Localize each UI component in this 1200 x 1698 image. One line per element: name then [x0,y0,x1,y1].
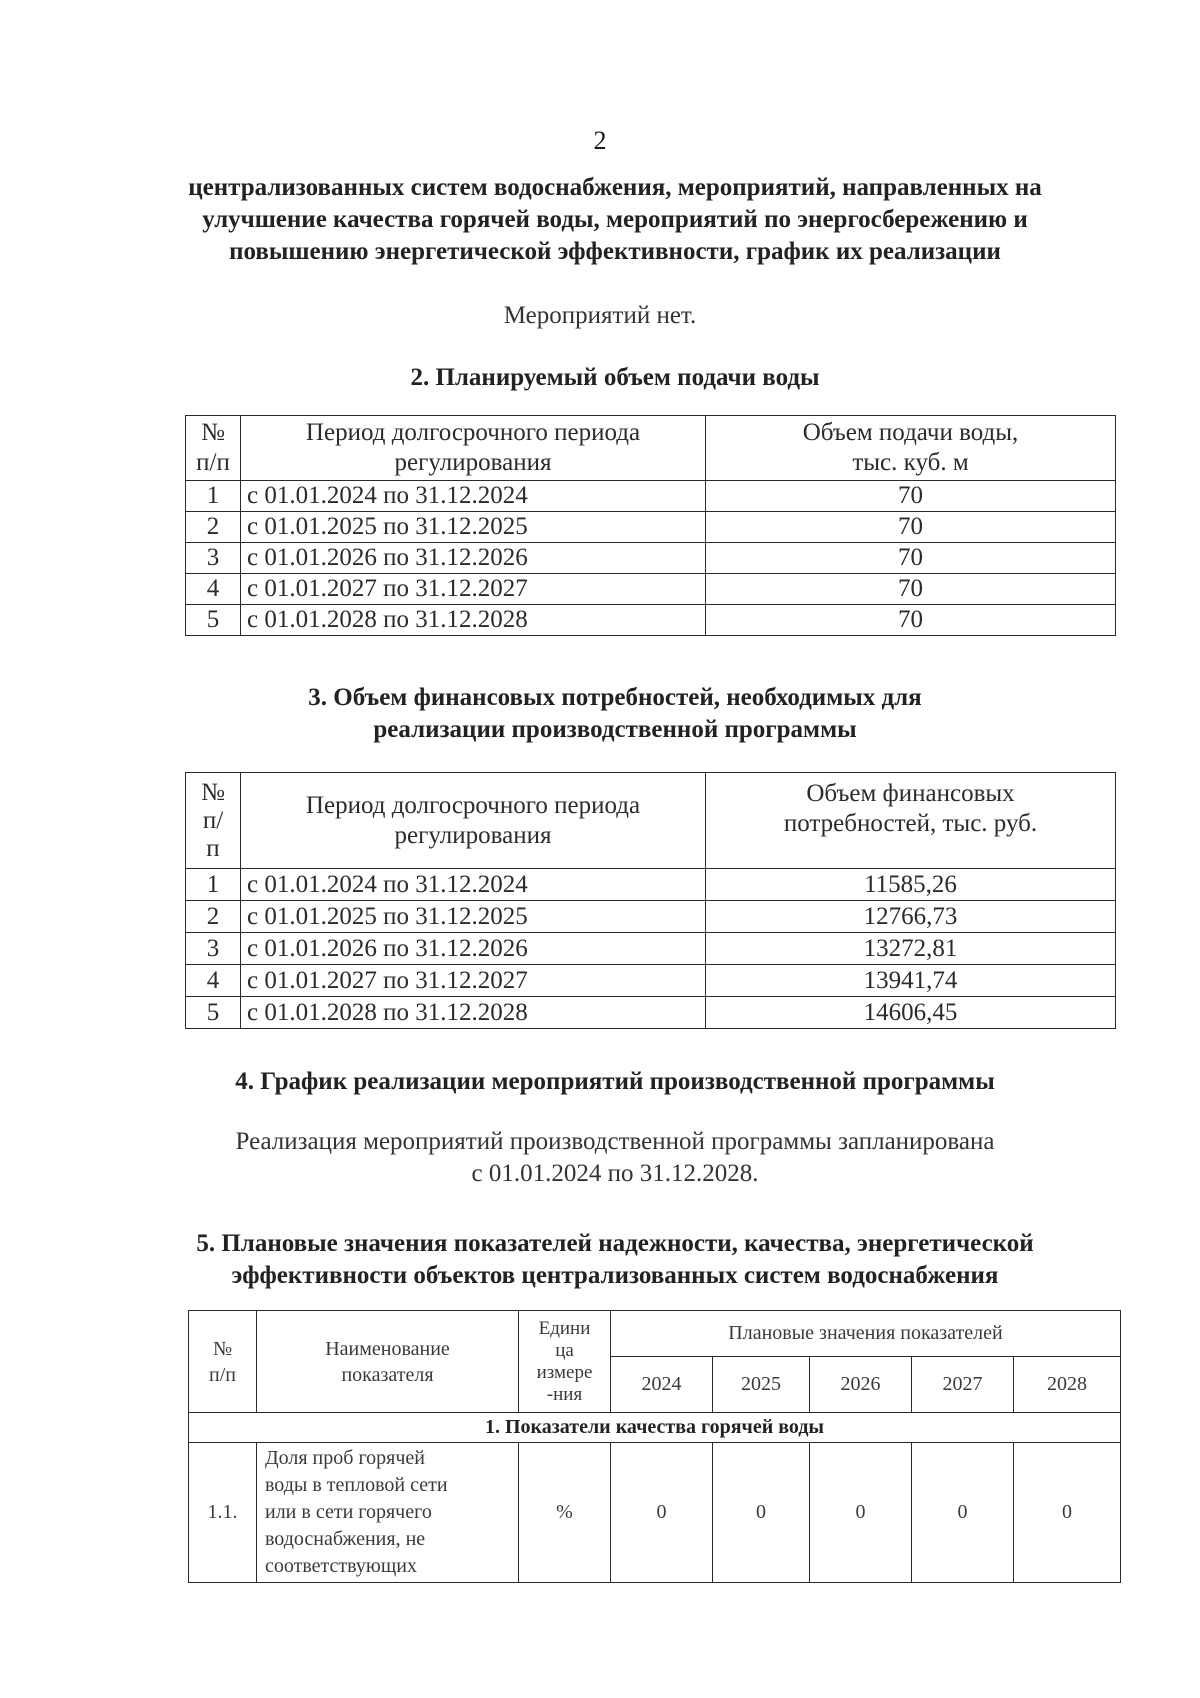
row-num: 1.1. [189,1443,257,1583]
row-num: 5 [186,605,241,636]
section3-title-line: 3. Объем финансовых потребностей, необходимых для [308,684,922,711]
row-value: 0 [611,1443,713,1583]
header-period-line: регулирования [394,449,552,476]
row-period: с 01.01.2028 по 31.12.2028 [241,605,706,636]
header-unit [519,1311,611,1413]
row-num: 4 [186,574,241,605]
row-value: 13941,74 [706,965,1116,997]
table-row [186,543,1116,574]
table-row [186,605,1116,636]
row-num: 4 [186,965,241,997]
row-num: 3 [186,933,241,965]
header-value [706,416,1116,481]
row-period: с 01.01.2027 по 31.12.2027 [241,965,706,997]
table-row [186,997,1116,1029]
header-num-line: № [201,419,225,446]
indicators-table [188,1310,1121,1583]
header-value [706,773,1116,869]
row-value: 0 [810,1443,912,1583]
header-value-line: Объем подачи воды, [802,419,1019,446]
header-num [189,1311,257,1413]
section4-text-line: Реализация мероприятий производственной программы запланирована [235,1128,995,1155]
row-period: с 01.01.2026 по 31.12.2026 [241,543,706,574]
section3-title [150,682,1080,746]
header-num [186,416,241,481]
section5-title-line: эффективности объектов централизованных систем водоснабжения [231,1262,999,1289]
table-header-row [186,416,1116,481]
header-num-line: п/ [202,806,224,834]
header-num-line: № [212,1337,233,1360]
row-unit: % [519,1443,611,1583]
row-period: с 01.01.2027 по 31.12.2027 [241,574,706,605]
header-num [186,773,241,869]
header-year: 2028 [1014,1357,1121,1413]
row-value: 13272,81 [706,933,1116,965]
subsection-title: 1. Показатели качества горячей воды [189,1413,1121,1443]
row-name-line: воды в тепловой сети [265,1474,448,1496]
row-name-line: или в сети горячего [265,1501,432,1523]
row-value: 11585,26 [706,869,1116,901]
section5-title [150,1228,1080,1292]
table-row [186,574,1116,605]
row-value: 0 [912,1443,1014,1583]
header-value-line: потребностей, тыс. руб. [783,810,1038,837]
header-period-line: Период долгосрочного периода [305,419,641,446]
header-num-line: п/п [209,1363,236,1386]
row-name-line: соответствующих [265,1555,417,1577]
row-value: 70 [706,512,1116,543]
section4-title: 4. График реализации мероприятий производственной программы [235,1068,995,1095]
financial-needs-table [185,772,1116,1029]
row-num: 3 [186,543,241,574]
row-num: 1 [186,481,241,512]
header-period-line: регулирования [394,821,552,849]
section3-title-line: реализации производственной программы [373,716,857,743]
row-period: с 01.01.2026 по 31.12.2026 [241,933,706,965]
row-name-line: Доля проб горячей [265,1447,425,1469]
intro-line: централизованных систем водоснабжения, мероприятий, направленных на [188,174,1042,201]
header-period [241,773,706,869]
table-row [186,933,1116,965]
header-period [241,416,706,481]
row-name-line: водоснабжения, не [265,1528,426,1550]
header-value-line: тыс. куб. м [852,449,969,476]
header-unit-line: измере [536,1361,593,1383]
row-value: 70 [706,574,1116,605]
row-value: 14606,45 [706,997,1116,1029]
row-period: с 01.01.2028 по 31.12.2028 [241,997,706,1029]
header-name [257,1311,519,1413]
header-num-line: п [206,834,220,862]
row-period: с 01.01.2025 по 31.12.2025 [241,901,706,933]
row-num: 1 [186,869,241,901]
header-name-line: показателя [341,1363,434,1386]
subsection-row [189,1413,1121,1443]
row-num: 2 [186,512,241,543]
header-name-line: Наименование [325,1337,450,1360]
row-value: 0 [713,1443,810,1583]
row-period: с 01.01.2024 по 31.12.2024 [241,869,706,901]
table-header-row [189,1311,1121,1357]
header-num-line: № [201,778,225,806]
header-period-line: Период долгосрочного периода [305,791,641,819]
intro-line: улучшение качества горячей воды, мероприятий по энергосбережению и [202,206,1028,233]
intro-heading [150,172,1080,268]
header-value-line: Объем финансовых [806,780,1015,807]
table-row [186,512,1116,543]
section4-text [150,1126,1080,1190]
header-unit-line: Едини [538,1317,591,1339]
table-row [186,869,1116,901]
intro-note: Мероприятий нет. [503,302,697,329]
section2-title: 2. Планируемый объем подачи воды [410,364,820,391]
row-value: 12766,73 [706,901,1116,933]
row-name [257,1443,519,1583]
row-num: 5 [186,997,241,1029]
page-number: 2 [593,126,607,155]
table-row [186,901,1116,933]
header-planned: Плановые значения показателей [611,1311,1121,1357]
row-period: с 01.01.2024 по 31.12.2024 [241,481,706,512]
header-year: 2026 [810,1357,912,1413]
intro-line: повышению энергетической эффективности, график их реализации [229,238,1001,265]
table-row [189,1443,1121,1583]
row-value: 0 [1014,1443,1121,1583]
header-year: 2024 [611,1357,713,1413]
table-row [186,965,1116,997]
header-unit-line: -ния [546,1383,583,1405]
row-value: 70 [706,481,1116,512]
header-num-line: п/п [196,449,230,476]
header-year: 2025 [713,1357,810,1413]
row-period: с 01.01.2025 по 31.12.2025 [241,512,706,543]
section5-title-line: 5. Плановые значения показателей надежности, качества, энергетической [196,1230,1034,1257]
header-unit-line: ца [555,1339,574,1361]
section4-text-line: с 01.01.2024 по 31.12.2028. [471,1160,759,1187]
row-value: 70 [706,605,1116,636]
header-year: 2027 [912,1357,1014,1413]
table-header-row [186,773,1116,869]
water-volume-table [185,415,1116,636]
table-row [186,481,1116,512]
row-num: 2 [186,901,241,933]
row-value: 70 [706,543,1116,574]
